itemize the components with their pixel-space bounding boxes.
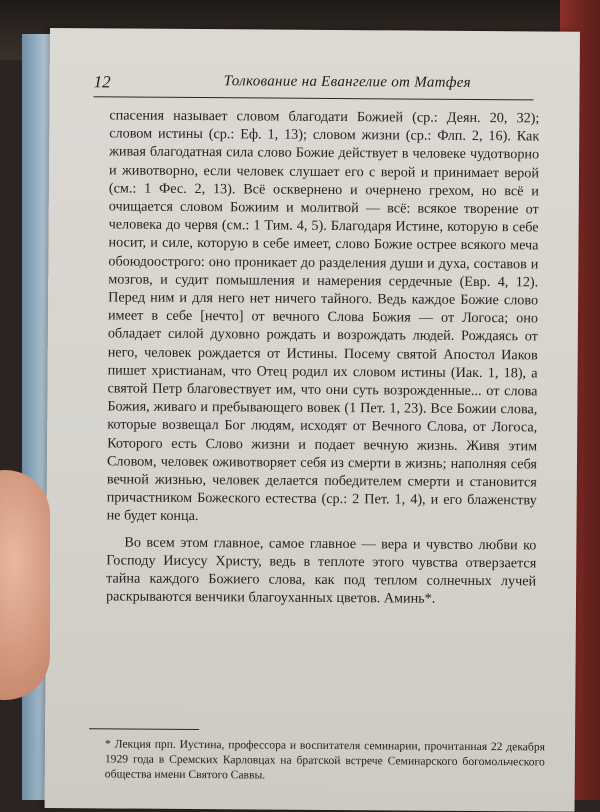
paragraph-2: Во всем этом главное, самое главное — вера и чувство любви ко Господу Иисусу Христу, ведь в теплоте этого чувства отверзается тайна каждого Божиего слова, как под теплом солнечных лучей раскрываются венчики благоуханных цветов. Аминь*. bbox=[105, 534, 537, 607]
footnote: * Лекция прп. Иустина, профессора и воспитателя семинарии, прочитанная 22 декабря 1929 года в Сремских Карловцах на братской встрече Семинарского богомольческого общества имени Святого Саввы. bbox=[104, 737, 546, 782]
page-number: 12 bbox=[93, 72, 111, 92]
body-text bbox=[106, 106, 539, 608]
paragraph-1: спасения называет словом благодати Божией (ср.: Деян. 20, 32); словом истины (ср.: Еф. 1, 13); словом жизни (ср.: Флп. 2, 16). Как живая благодатная сила слово Божие действует в человеке чудотворно и животворно, если человек слушает его с верой и принимает верой (см.: 1 Фес. 2, 13). Всё осквернено и очернено грехом, но всё и очищается словом Божиим и молитвой — всё: всякое творение от человека до червя (см.: 1 Тим. 4, 5). Благодаря Истине, которую в себе носит, и силе, которую в себе имеет, слово Божие острее всякого меча обоюдоострого: оно проникает до разделения души и духа, составов и мозгов, и судит помышления и намерения сердечные (Евр. 4, 12). Перед ним и для него нет ничего тайного. Ведь каждое Божие слово имеет в себе [нечто] от вечного Слова Божия — от Логоса; оно обладает силой духовно рождать и возрождать людей. Рождаясь от него, человек рождается от Истины. Посему святой Апостол Иаков пишет христианам, что Отец родил их словом истины (Иак. 1, 18), а святой Петр благовествует им, что они суть возрожденные... от слова Божия, живаго и пребывающего вовек (1 Пет. 1, 23). Все Божии слова, которые возвещал Бог людям, исходят от Вечного Слова, от Логоса, Которого есть Слово жизни и подает вечную жизнь. Живя этим Словом, человек оживотворяет себя из смерти в жизнь; наполняя себя вечной жизнью, человек делается победителем смерти и становится причастником Божеского естества (ср.: 2 Пет. 1, 4), и его блаженству не будет конца. bbox=[106, 107, 540, 525]
running-title: Толкование на Евангелие от Матфея bbox=[223, 73, 472, 91]
footnote-rule bbox=[89, 728, 199, 730]
book-page bbox=[45, 28, 580, 812]
hand-thumb bbox=[0, 470, 50, 700]
page-header bbox=[94, 70, 534, 100]
